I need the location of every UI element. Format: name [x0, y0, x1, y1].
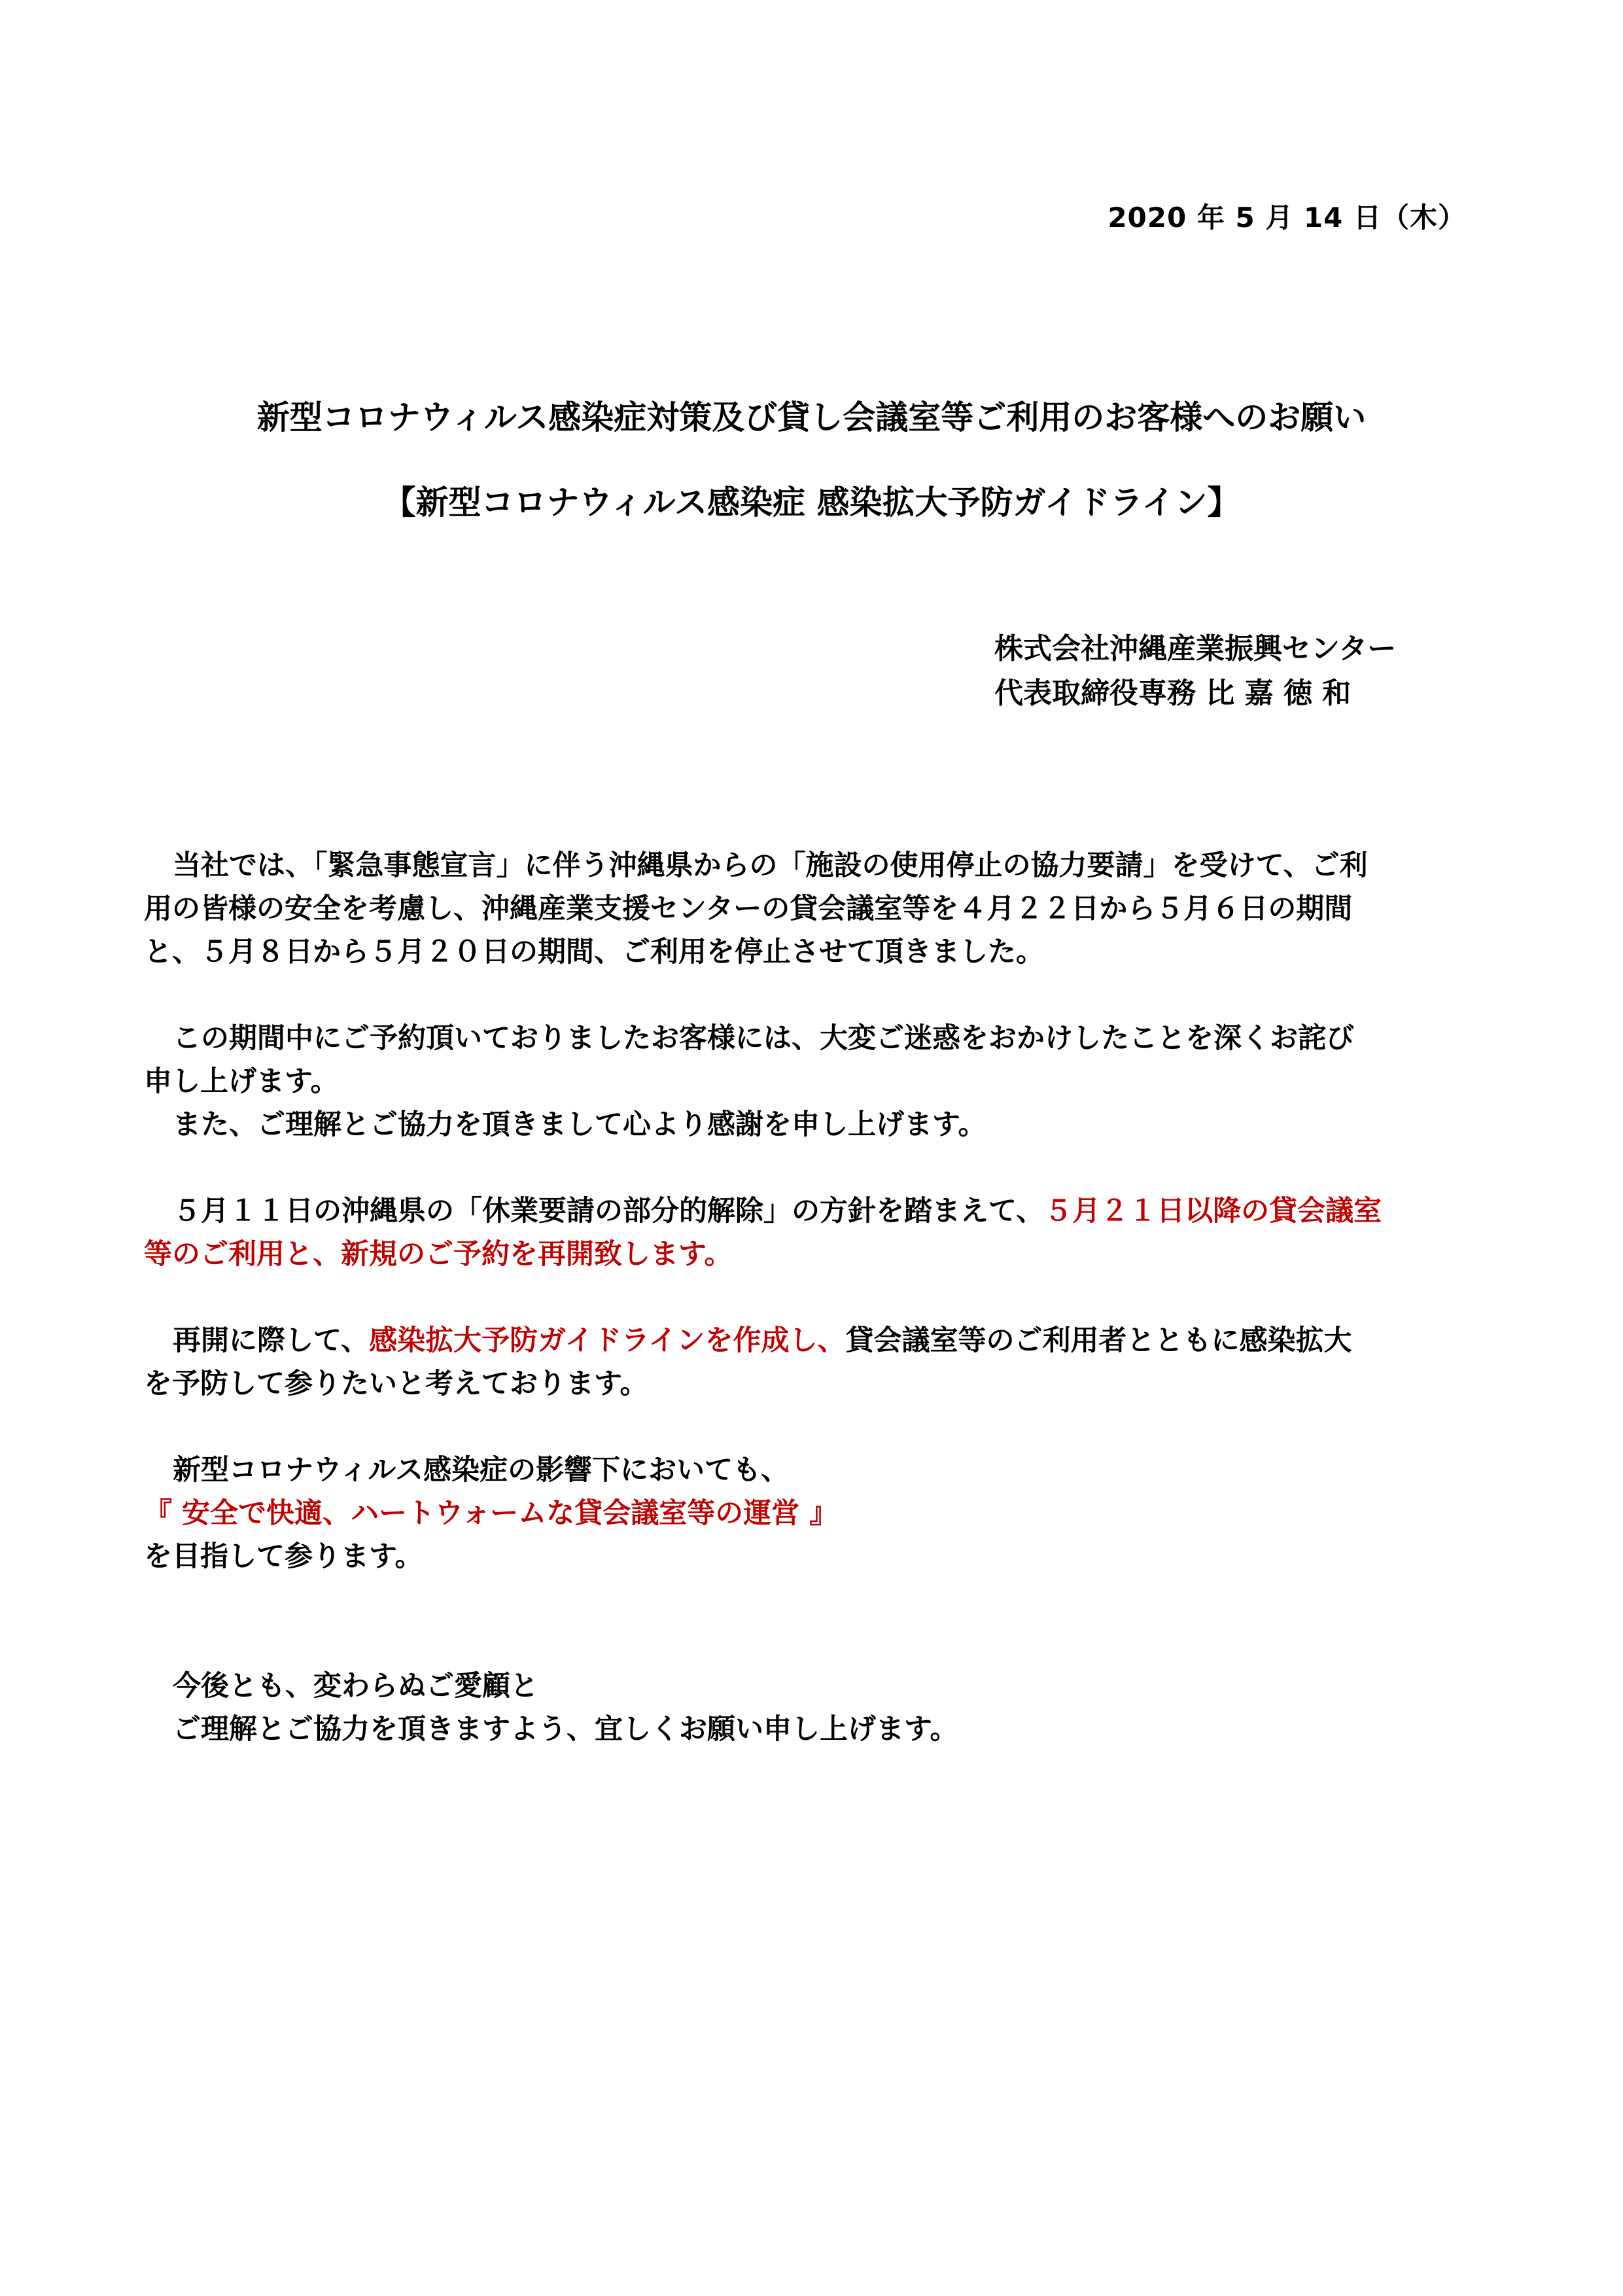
paragraph-closing — [144, 1665, 1478, 1751]
paragraph-line — [144, 1190, 1478, 1233]
document-body — [144, 844, 1478, 1794]
paragraph-line: 申し上げます。 — [144, 1065, 339, 1098]
paragraph-text: ５月１１日の沖縄県の「休業要請の部分的解除」の方針を踏まえて、 — [173, 1195, 1045, 1227]
paragraph-line: 用の皆様の安全を考慮し、沖縄産業支援センターの貸会議室等を４月２２日から５月６日の期間 — [144, 892, 1353, 925]
paragraph-text: 貸会議室等のご利用者とともに感染拡大 — [845, 1324, 1352, 1357]
document-title: 新型コロナウィルス感染症対策及び貸し会議室等ご利用のお客様へのお願い — [256, 398, 1367, 436]
paragraph-line — [144, 1319, 1478, 1362]
paragraph-line: を目指して参ります。 — [144, 1540, 423, 1573]
paragraph-line: と、５月８日から５月２０日の期間、ご利用を停止させて頂きました。 — [144, 936, 1044, 968]
emphasis-text: ５月２１日以降の貸会議室 — [1044, 1195, 1382, 1227]
paragraph-line: 今後とも、変わらぬご愛顧と — [173, 1670, 538, 1703]
paragraph-line: この期間中にご予約頂いておりましたお客様には、大変ご迷惑をおかけしたことを深くお詫び — [173, 1022, 1354, 1055]
paragraph-line: また、ご理解とご協力を頂きまして心より感謝を申し上げます。 — [173, 1108, 986, 1141]
paragraph-suspension — [144, 844, 1478, 974]
paragraph-goal — [144, 1449, 1478, 1578]
spacer — [144, 1621, 1478, 1665]
paragraph-line: 当社では、「緊急事態宣言」に伴う沖縄県からの「施設の使用停止の協力要請」を受けて、ご利 — [173, 849, 1368, 882]
paragraph-apology — [144, 1017, 1478, 1146]
document-date: 2020 年 5 月 14 日（木） — [1108, 202, 1466, 234]
paragraph-line: ご理解とご協力を頂きますよう、宜しくお願い申し上げます。 — [173, 1713, 958, 1746]
document-subtitle: 【新型コロナウィルス感染症 感染拡大予防ガイドライン】 — [383, 484, 1240, 521]
paragraph-line: 新型コロナウィルス感染症の影響下においても、 — [173, 1454, 790, 1487]
emphasis-line: 『 安全で快適、ハートウォームな貸会議室等の運営 』 — [144, 1497, 838, 1530]
paragraph-line: を予防して参りたいと考えております。 — [144, 1368, 648, 1400]
paragraph-guideline — [144, 1319, 1478, 1405]
sender-block — [994, 627, 1396, 716]
sender-representative: 代表取締役専務 比 嘉 徳 和 — [994, 677, 1352, 710]
paragraph-text: 再開に際して、 — [173, 1324, 370, 1357]
emphasis-line: 等のご利用と、新規のご予約を再開致します。 — [144, 1238, 733, 1271]
emphasis-text: 感染拡大予防ガイドラインを作成し、 — [369, 1324, 846, 1357]
paragraph-reopening — [144, 1190, 1478, 1276]
sender-company: 株式会社沖縄産業振興センター — [994, 632, 1397, 665]
